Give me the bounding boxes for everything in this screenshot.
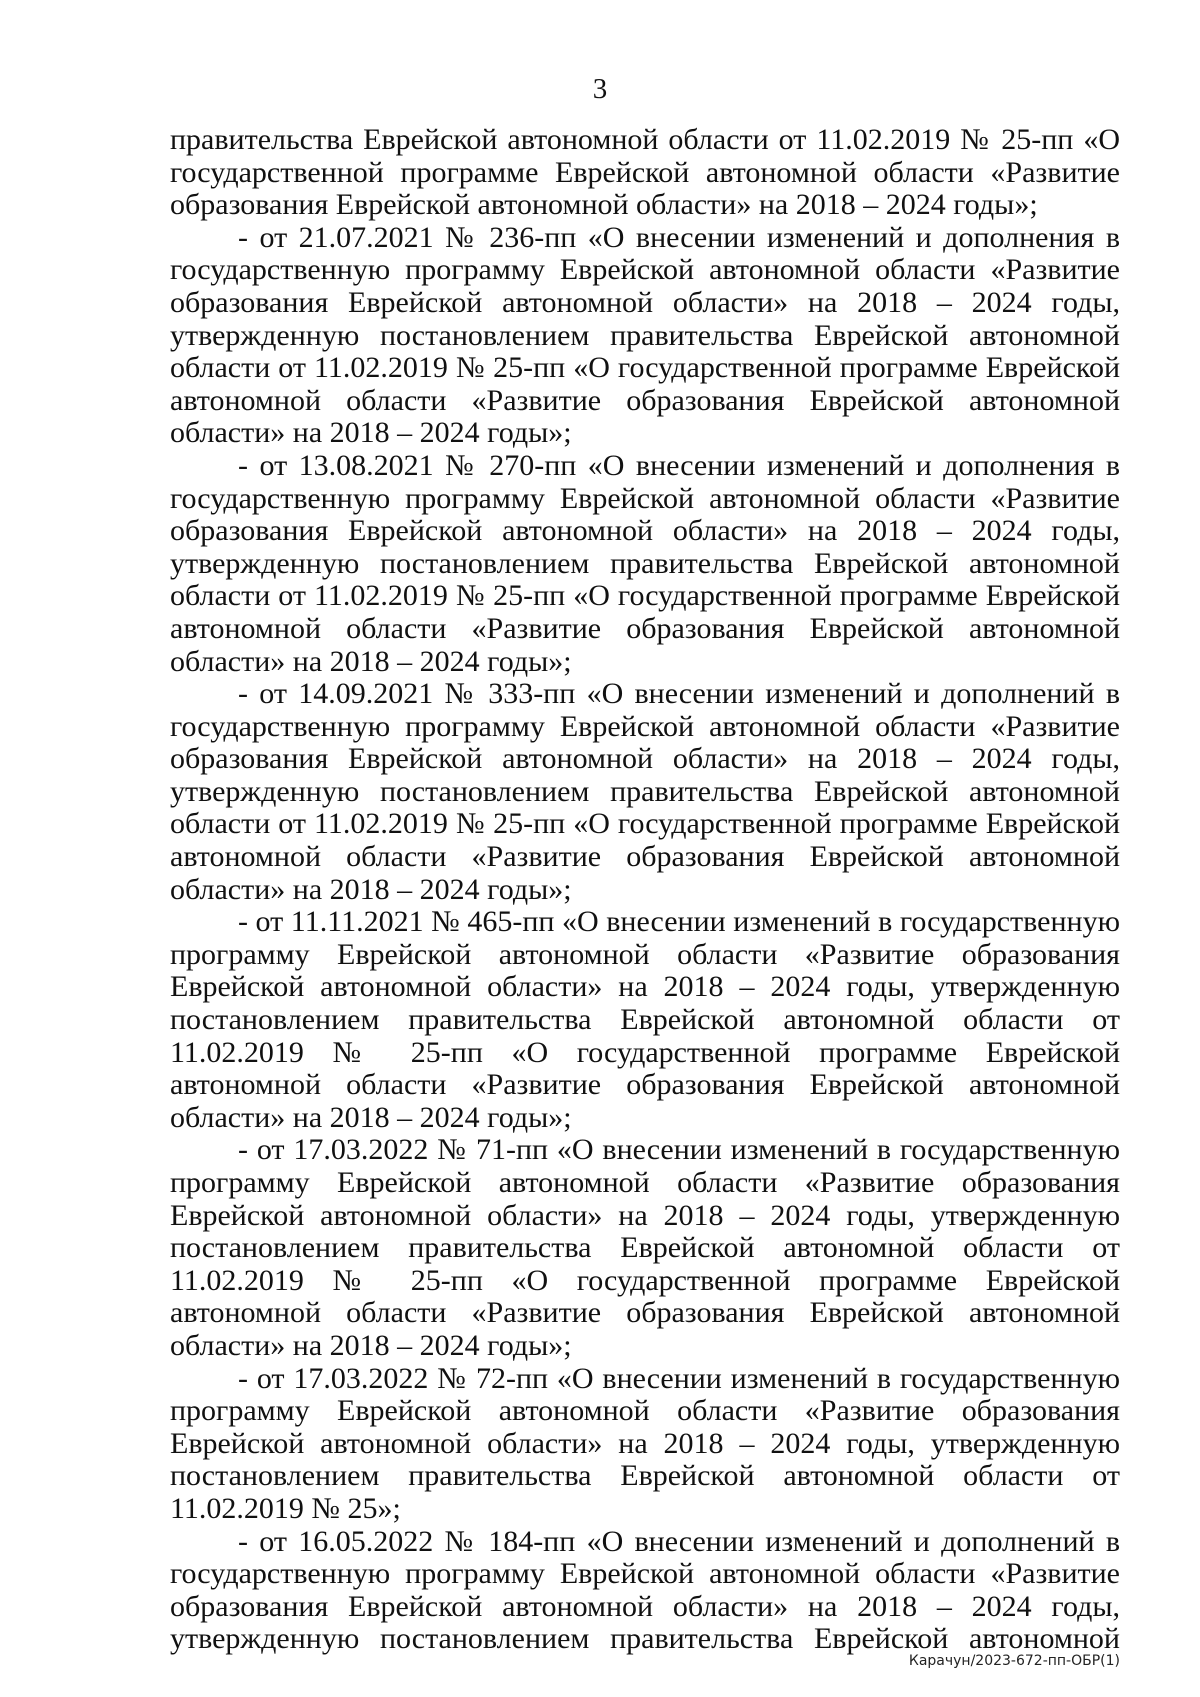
paragraph-item-236: - от 21.07.2021 № 236-пп «О внесении изменений и дополнения в государственную программу Еврейской автономной области «Развитие образования Еврейской автономной области» на 2018 – 2024 годы, утвержденную постановлением правительства Еврейской автономной области от 11.02.2019 № 25-пп «О государственной программе Еврейской автономной области «Развитие образования Еврейской автономной области» на 2018 – 2024 годы»; (170, 220, 1120, 450)
page-number: 3 (592, 73, 608, 105)
document-code-footer: Карачун/2023-672-пп-ОБР(1) (908, 1653, 1120, 1669)
paragraph-item-465: - от 11.11.2021 № 465-пп «О внесении изменений в государственную программу Еврейской автономной области «Развитие образования Еврейской автономной области» на 2018 – 2024 годы, утвержденную постановлением правительства Еврейской автономной области от 11.02.2019 № 25-пп «О государственной программе Еврейской автономной области «Развитие образования Еврейской автономной области» на 2018 – 2024 годы»; (170, 905, 1120, 1134)
paragraph-item-270: - от 13.08.2021 № 270-пп «О внесении изменений и дополнения в государственную программу Еврейской автономной области «Развитие образования Еврейской автономной области» на 2018 – 2024 годы, утвержденную постановлением правительства Еврейской автономной области от 11.02.2019 № 25-пп «О государственной программе Еврейской автономной области «Развитие образования Еврейской автономной области» на 2018 – 2024 годы»; (170, 448, 1120, 678)
document-body (170, 124, 1120, 1656)
paragraph-item-333: - от 14.09.2021 № 333-пп «О внесении изменений и дополнений в государственную программу Еврейской автономной области «Развитие образования Еврейской автономной области» на 2018 – 2024 годы, утвержденную постановлением правительства Еврейской автономной области от 11.02.2019 № 25-пп «О государственной программе Еврейской автономной области «Развитие образования Еврейской автономной области» на 2018 – 2024 годы»; (170, 677, 1120, 906)
paragraph-item-184: - от 16.05.2022 № 184-пп «О внесении изменений и дополнений в государственную программу Еврейской автономной области «Развитие образования Еврейской автономной области» на 2018 – 2024 годы, утвержденную постановлением правительства Еврейской автономной (170, 1524, 1120, 1656)
paragraph-continuation: правительства Еврейской автономной области от 11.02.2019 № 25-пп «О государственной программе Еврейской автономной области «Развитие образования Еврейской автономной области» на 2018 – 2024 годы»; (170, 123, 1120, 222)
paragraph-item-72: - от 17.03.2022 № 72-пп «О внесении изменений в государственную программу Еврейской автономной области «Развитие образования Еврейской автономной области» на 2018 – 2024 годы, утвержденную постановлением правительства Еврейской автономной области от 11.02.2019 № 25»; (170, 1361, 1120, 1525)
paragraph-item-71: - от 17.03.2022 № 71-пп «О внесении изменений в государственную программу Еврейской автономной области «Развитие образования Еврейской автономной области» на 2018 – 2024 годы, утвержденную постановлением правительства Еврейской автономной области от 11.02.2019 № 25-пп «О государственной программе Еврейской автономной области «Развитие образования Еврейской автономной области» на 2018 – 2024 годы»; (170, 1133, 1120, 1362)
